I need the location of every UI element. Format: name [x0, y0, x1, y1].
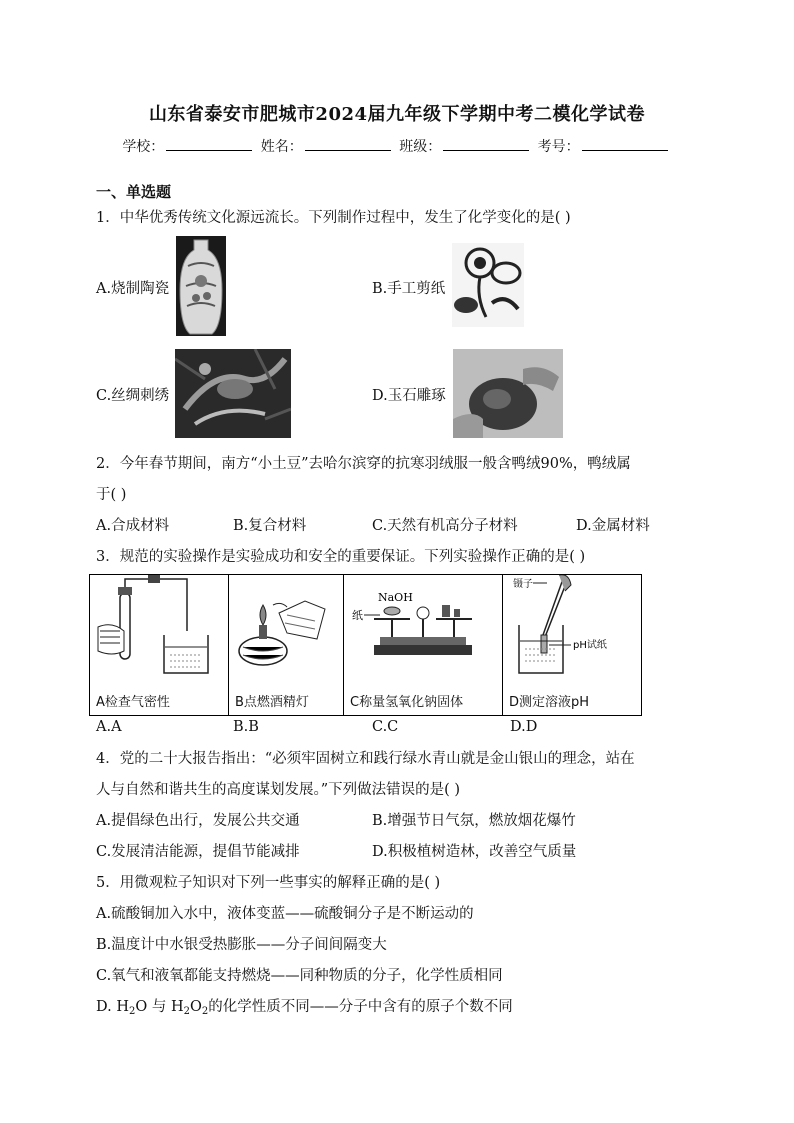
q4-stem-line2: 人与自然和谐共生的高度谋划发展。”下列做法错误的是( ) [96, 782, 461, 798]
paper-label: 纸 [352, 609, 363, 622]
q4-option-a[interactable]: A.提倡绿色出行，发展公共交通 [96, 813, 300, 829]
q4-stem-line1: 4．党的二十大报告指出：“必须牢固树立和践行绿水青山就是金山银山的理念，站在 [96, 751, 635, 767]
q1-option-c[interactable]: C.丝绸刺绣 [96, 388, 170, 404]
q5-option-d-suffix: 的化学性质不同——分子中含有的原子个数不同 [208, 999, 513, 1015]
airtightness-check-diagram [90, 575, 228, 685]
name-field[interactable] [305, 136, 391, 151]
q2-option-c[interactable]: C.天然有机高分子材料 [372, 518, 518, 534]
balance-diagram [344, 575, 502, 685]
name-label: 姓名： [260, 139, 303, 155]
class-label: 班级： [399, 139, 442, 155]
page-title: 山东省泰安市肥城市2024届九年级下学期中考二模化学试卷 [148, 104, 646, 125]
q1-option-a[interactable]: A.烧制陶瓷 [96, 281, 170, 297]
class-field[interactable] [443, 136, 529, 151]
q5-stem: 5．用微观粒子知识对下列一些事实的解释正确的是( ) [96, 875, 441, 891]
q3-figure-table [89, 574, 642, 716]
q3-option-b[interactable]: B.B [233, 719, 259, 735]
q1-option-d[interactable]: D.玉石雕琢 [372, 388, 446, 404]
q4-option-c[interactable]: C.发展清洁能源，提倡节能减排 [96, 844, 300, 860]
q2-option-b[interactable]: B.复合材料 [233, 518, 307, 534]
q5-option-d-prefix: D. [96, 999, 112, 1015]
q3-figure-c [344, 575, 503, 716]
q5-option-a[interactable]: A.硫酸铜加入水中，液体变蓝——硫酸铜分子是不断运动的 [96, 906, 474, 922]
alcohol-lamp-diagram [229, 575, 343, 685]
q2-option-a[interactable]: A.合成材料 [96, 518, 170, 534]
q3-stem: 3．规范的实验操作是实验成功和安全的重要保证。下列实验操作正确的是( ) [96, 549, 586, 565]
formula-h2o2: $H_2O_2$ [170, 999, 209, 1017]
porcelain-vase-image [176, 236, 226, 336]
student-info-line [0, 136, 794, 156]
naoh-label: NaOH [378, 591, 413, 604]
q1-option-b[interactable]: B.手工剪纸 [372, 281, 446, 297]
q3-caption-d: D测定溶液pH [509, 695, 590, 710]
q3-caption-b: B点燃酒精灯 [235, 695, 309, 710]
ph-test-diagram [503, 575, 641, 685]
q3-option-c[interactable]: C.C [372, 719, 399, 735]
formula-h2o: $H_2O$ [116, 999, 148, 1017]
paper-cut-image [452, 243, 524, 327]
q3-caption-a: A检查气密性 [96, 695, 170, 710]
q3-option-d[interactable]: D.D [510, 719, 538, 735]
q3-figure-b [229, 575, 344, 716]
q3-figure-d [503, 575, 642, 716]
exam-no-field[interactable] [582, 136, 668, 151]
q2-stem-line2: 于( ) [96, 487, 127, 503]
section-heading: 一、单选题 [96, 183, 172, 201]
q5-option-d-and: 与 [151, 999, 167, 1015]
q3-figure-a [90, 575, 229, 716]
jade-carving-image [453, 349, 563, 438]
ph-paper-label: pH试纸 [573, 640, 607, 651]
q5-option-b[interactable]: B.温度计中水银受热膨胀——分子间间隔变大 [96, 937, 387, 953]
tweezers-label: 镊子 [513, 579, 533, 590]
q4-option-b[interactable]: B.增强节日气氛，燃放烟花爆竹 [372, 813, 576, 829]
q5-option-d[interactable] [96, 995, 513, 1017]
q2-option-d[interactable]: D.金属材料 [576, 518, 650, 534]
silk-embroidery-image [175, 349, 291, 438]
school-field[interactable] [166, 136, 252, 151]
exam-no-label: 考号： [537, 139, 580, 155]
q1-stem: 1．中华优秀传统文化源远流长。下列制作过程中，发生了化学变化的是( ) [96, 210, 571, 226]
q5-option-c[interactable]: C.氧气和液氧都能支持燃烧——同种物质的分子，化学性质相同 [96, 968, 503, 984]
school-label: 学校： [122, 139, 165, 155]
q3-caption-c: C称量氢氧化钠固体 [350, 695, 464, 710]
q4-option-d[interactable]: D.积极植树造林，改善空气质量 [372, 844, 577, 860]
q3-option-a[interactable]: A.A [96, 719, 122, 735]
q2-stem-line1: 2．今年春节期间，南方“小土豆”去哈尔滨穿的抗寒羽绒服一般含鸭绒90%，鸭绒属 [96, 456, 631, 472]
